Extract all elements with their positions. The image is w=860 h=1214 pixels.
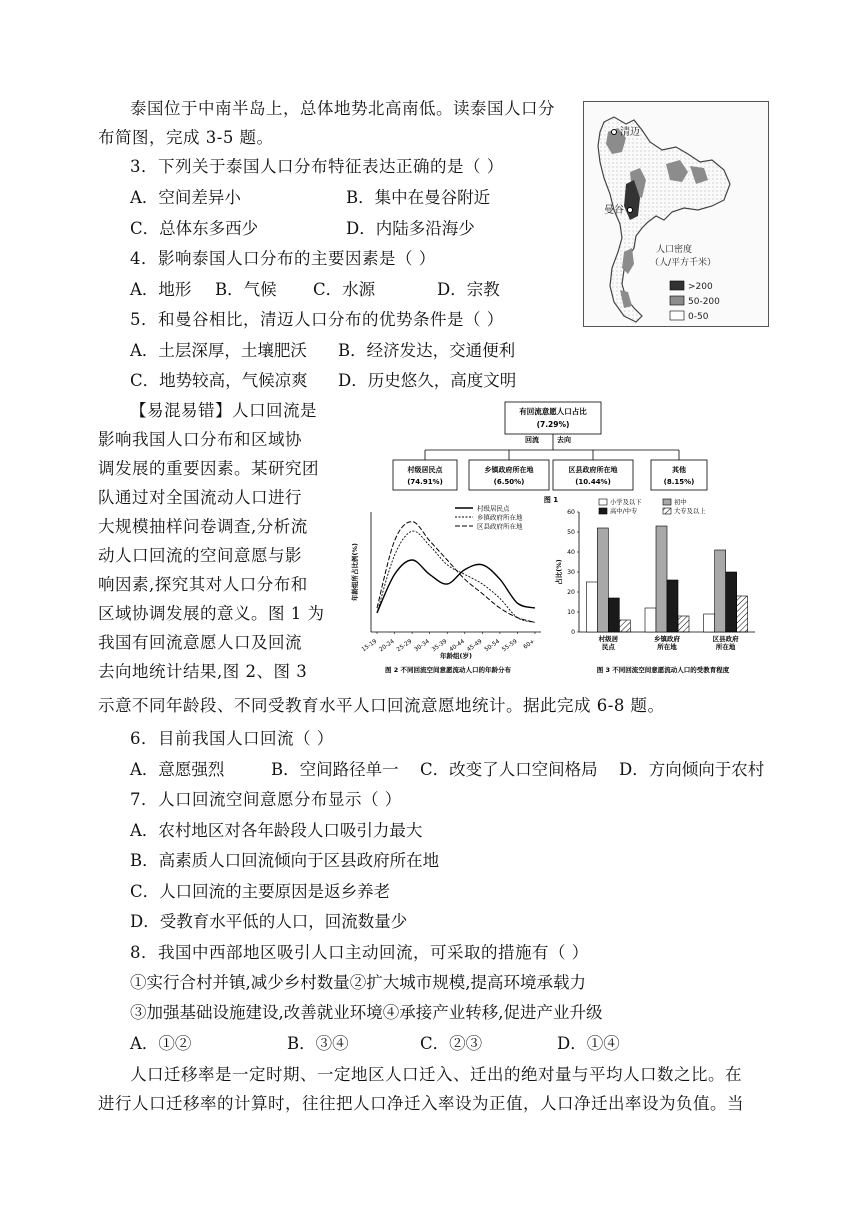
fig2-x-label: 年龄组(岁) [440, 652, 472, 660]
q6-option-b: B．空间路径单一 [271, 760, 399, 779]
fig2-y-label: 年龄组所占比例(%) [351, 543, 359, 601]
fig3-bar [704, 614, 715, 632]
passage-line-3: 调发展的重要因素。某研究团 [98, 459, 319, 478]
passage-line-6: 动人口回流的空间意愿与影 [98, 546, 302, 565]
fig3-legend-label: 初中 [674, 499, 687, 506]
fig1-box-value: (10.44%) [575, 478, 611, 486]
q4-option-a: A．地形 [130, 280, 192, 299]
fig2-x-tick-label: 25-29 [396, 638, 414, 654]
fig2-x-tick-label: 55-59 [501, 638, 519, 654]
q7-option-c: C．人口回流的主要原因是返乡养老 [130, 882, 391, 901]
fig3-bar [715, 550, 726, 632]
thailand-population-map [583, 101, 769, 327]
fig1-box-name: 区县政府所在地 [568, 466, 618, 474]
q6-option-a: A．意愿强烈 [130, 760, 225, 779]
fig2-x-tick-label: 20-24 [378, 638, 396, 654]
legend-swatch-high [670, 281, 684, 290]
fig3-legend-label: 高中/中专 [610, 508, 638, 515]
fig2-x-tick-label: 60+ [522, 638, 537, 651]
q3-option-c: C．总体东多西少 [130, 219, 259, 238]
fig1-box-value: (8.15%) [663, 478, 695, 486]
q7-option-b: B．高素质人口回流倾向于区县政府所在地 [130, 851, 440, 870]
fig1-left-label: 回流 [525, 436, 539, 444]
fig2-series-line [377, 560, 535, 613]
q8-option-b: B．③④ [287, 1034, 349, 1053]
fig3-category-label: 所在地 [657, 643, 677, 651]
fig3-y-tick-label: 0 [571, 629, 575, 637]
fig2-legend-label: 乡镇政府所在地 [477, 513, 523, 522]
q3-option-b: B．集中在曼谷附近 [346, 188, 491, 207]
q8-option-c: C．②③ [420, 1034, 483, 1053]
q5-stem: 5．和曼谷相比，清迈人口分布的优势条件是（ ） [130, 310, 504, 329]
legend-swatch-low [670, 311, 684, 320]
map-legend-title-2: （人/平方千米） [650, 258, 717, 268]
fig2-x-tick-label: 50-54 [483, 638, 502, 654]
intro-line-2: 布简图，完成 3-5 题。 [98, 128, 274, 147]
q3-option-d: D．内陆多沿海少 [346, 219, 475, 238]
fig3-category-label: 乡镇政府 [654, 635, 680, 643]
figures-svg [343, 400, 763, 680]
q8-options-3-4: ③加强基础设施建设,改善就业环境④承接产业转移,促进产业升级 [130, 1003, 603, 1022]
chiangmai-marker [612, 130, 617, 135]
fig2-x-tick-label: 30-34 [413, 638, 431, 654]
q4-option-b: B．气候 [215, 280, 277, 299]
fig3-category-label: 区县政府 [712, 635, 739, 643]
fig3-legend-swatch [599, 508, 607, 514]
fig3-bar-chart [554, 497, 755, 651]
fig1-box-name: 乡镇政府所在地 [484, 466, 534, 474]
q4-option-c: C．水源 [313, 280, 376, 299]
legend-label-medium: 50-200 [688, 297, 720, 307]
passage-line-11: 示意不同年龄段、不同受教育水平人口回流意愿地统计。据此完成 6-8 题。 [98, 696, 665, 715]
tail-line-2: 进行人口迁移率的计算时，往往把人口净迁入率设为正值，人口净迁出率设为负值。当 [98, 1094, 744, 1113]
q3-stem: 3．下列关于泰国人口分布特征表达正确的是（ ） [130, 157, 504, 176]
q4-option-d: D．宗教 [437, 280, 500, 299]
q8-option-a: A．①② [130, 1034, 192, 1053]
q7-option-d: D．受教育水平低的人口，回流数量少 [130, 912, 408, 931]
fig3-y-label: 占比(%) [555, 559, 563, 585]
chiangmai-label: 清迈 [620, 127, 640, 138]
fig3-legend-swatch [599, 499, 607, 505]
fig3-bar [656, 526, 667, 632]
passage-line-9: 我国有回流意愿人口及回流 [98, 633, 302, 652]
passage-line-7: 响因素,探究其对人口分布和 [98, 575, 308, 594]
fig3-bar [608, 598, 619, 632]
fig3-y-tick-label: 50 [567, 529, 575, 537]
q8-stem: 8．我国中西部地区吸引人口主动回流，可采取的措施有（ ） [130, 943, 589, 962]
fig2-x-tick-label: 15-19 [360, 638, 379, 654]
fig1-boxes [393, 450, 707, 490]
fig3-category-label: 所在地 [715, 643, 736, 651]
fig3-bar [726, 572, 737, 632]
fig3-y-tick-label: 60 [567, 509, 575, 517]
q8-option-d: D．①④ [557, 1034, 620, 1053]
fig1-box-value: (74.91%) [407, 478, 443, 486]
q5-option-c: C．地势较高，气候凉爽 [130, 371, 308, 390]
fig2-x-tick-label: 35-39 [431, 638, 449, 654]
q5-option-d: D．历史悠久，高度文明 [338, 371, 517, 390]
fig3-bar [619, 620, 630, 632]
legend-swatch-medium [670, 296, 684, 305]
q3-option-a: A．空间差异小 [130, 188, 241, 207]
q6-option-d: D．方向倾向于农村 [619, 760, 765, 779]
fig3-y-tick-label: 30 [567, 569, 575, 577]
fig3-category-label: 民点 [601, 643, 615, 651]
fig1-box-name: 其他 [672, 466, 686, 474]
legend-label-low: 0-50 [688, 312, 709, 322]
fig3-y-tick-label: 40 [567, 549, 575, 557]
fig3-y-tick-label: 10 [567, 609, 575, 617]
q7-stem: 7．人口回流空间意愿分布显示（ ） [130, 790, 402, 809]
fig2-x-tick-label: 45-49 [466, 638, 484, 654]
fig3-legend-swatch [663, 499, 671, 505]
tail-line-1: 人口迁移率是一定时期、一定地区人口迁入、迁出的绝对量与平均人口数之比。在 [130, 1065, 742, 1084]
fig1-box-name: 村级居民点 [407, 466, 443, 474]
intro-line-1: 泰国位于中南半岛上，总体地势北高南低。读泰国人口分 [130, 99, 555, 118]
passage-line-4: 队通过对全国流动人口进行 [98, 488, 302, 507]
q5-option-a: A．土层深厚，土壤肥沃 [130, 341, 307, 360]
bangkok-label: 曼谷 [604, 205, 624, 216]
q7-option-a: A．农村地区对各年龄段人口吸引力最大 [130, 821, 423, 840]
q6-stem: 6．目前我国人口回流（ ） [130, 729, 334, 748]
q8-options-1-2: ①实行合村并镇,减少乡村数量②扩大城市规模,提高环境承载力 [130, 973, 586, 992]
fig3-y-tick-label: 20 [567, 589, 575, 597]
fig3-legend-swatch [663, 508, 671, 514]
q4-stem: 4．影响泰国人口分布的主要因素是（ ） [130, 249, 436, 268]
fig3-caption: 图 3 不同回流空间意愿流动人口的受教育程度 [596, 666, 730, 674]
map-legend-title-1: 人口密度 [656, 245, 693, 255]
fig1-caption: 图 1 [543, 496, 559, 504]
passage-line-2: 影响我国人口分布和区域协 [98, 430, 302, 449]
passage-line-5: 大规模抽样问卷调查,分析流 [98, 517, 308, 536]
fig3-legend-label: 大专及以上 [674, 508, 706, 515]
fig1-top-label: 有回流意愿人口占比 [519, 407, 587, 416]
bangkok-marker [628, 208, 633, 213]
fig3-legend-label: 小学及以下 [610, 499, 642, 506]
q6-option-c: C．改变了人口空间格局 [420, 760, 598, 779]
fig3-bar [667, 580, 678, 632]
figures-area [343, 400, 763, 680]
fig1-right-label: 去向 [557, 436, 571, 444]
fig1-box-value: (6.50%) [493, 478, 525, 486]
fig3-bar [597, 528, 608, 632]
fig2-line-chart [350, 504, 541, 661]
legend-label-high: >200 [688, 282, 713, 292]
fig3-bar [737, 596, 748, 632]
fig3-bar [678, 616, 689, 632]
fig3-bar [586, 582, 597, 632]
fig3-bar [645, 608, 656, 632]
passage-line-1: 【易混易错】人口回流是 [130, 401, 317, 420]
fig2-caption: 图 2 不同回流空间意愿流动人口的年龄分布 [384, 666, 512, 674]
thailand-map-svg [584, 102, 768, 326]
fig1-top-value: (7.29%) [536, 420, 570, 429]
fig2-legend-label: 区县政府所在地 [477, 522, 523, 531]
passage-line-10: 去向地统计结果,图 2、图 3 [98, 662, 308, 681]
fig2-series-line [377, 522, 535, 623]
fig2-x-tick-label: 40-44 [448, 638, 466, 654]
q5-option-b: B．经济发达，交通便利 [338, 341, 516, 360]
fig3-category-label: 村级居 [598, 635, 619, 643]
passage-line-8: 区域协调发展的意义。图 1 为 [98, 604, 325, 623]
fig2-legend-label: 村级居民点 [477, 504, 510, 513]
